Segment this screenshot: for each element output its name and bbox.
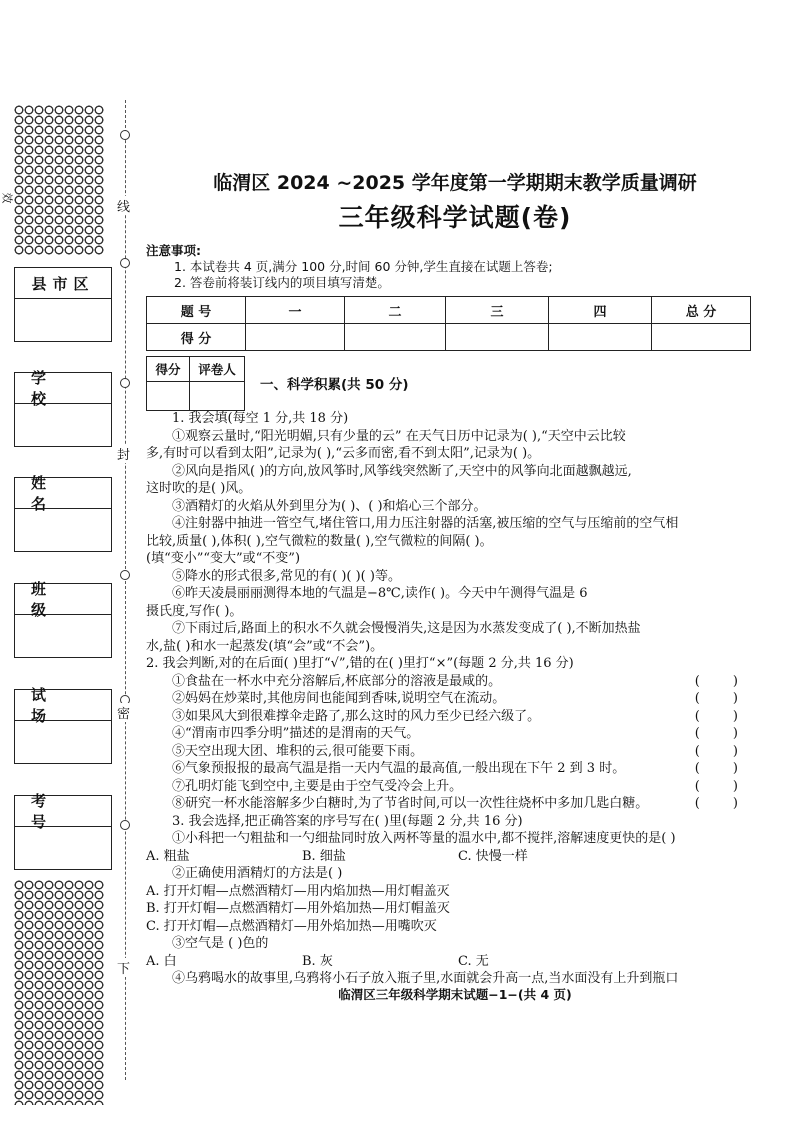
field-input-area[interactable] [15, 299, 111, 341]
q1-line: ⑥昨天凌晨丽丽测得本地的气温是−8℃,读作( )。今天中午测得气温是 6 [172, 586, 588, 601]
field-label: 姓 名 [15, 478, 111, 509]
option[interactable]: C. 快慢一样 [458, 848, 528, 864]
binding-hole [120, 378, 130, 388]
answer-paren[interactable]: ( ) [694, 761, 738, 776]
score-header: 一 [246, 297, 345, 324]
binding-dot-pattern-bottom [14, 880, 104, 1105]
q3-options [146, 953, 738, 971]
binding-hole [120, 570, 130, 580]
binding-char-under: 下 [117, 958, 130, 977]
q3-stem: ③空气是 ( )色的 [172, 936, 269, 951]
option[interactable]: B. 细盐 [302, 848, 346, 864]
field-name [14, 474, 112, 552]
q2-item: ⑦孔明灯能飞到空中,主要是由于空气受冷会上升。 ( ) [172, 778, 738, 794]
q2-item: ③如果风大到很难撑伞走路了,那么这时的风力至少已经六级了。 ( ) [172, 708, 738, 724]
option[interactable]: A. 粗盐 [146, 848, 190, 864]
q2-item: ⑧研究一杯水能溶解多少白糖时,为了节省时间,可以一次性往烧杯中多加几匙白糖。 ( ) [172, 796, 738, 811]
score-cell[interactable] [246, 324, 345, 351]
q1-line: ①观察云量时,“阳光明媚,只有少量的云” 在天气日历中记录为( ),“天空中云比较 [172, 428, 626, 444]
q3-stem: ②正确使用酒精灯的方法是( ) [172, 866, 343, 881]
score-header: 三 [446, 297, 549, 324]
q1-line: ⑦下雨过后,路面上的积水不久就会慢慢消失,这是因为水蒸发变成了( ),不断加热盐 [172, 621, 641, 636]
option[interactable]: C. 无 [458, 953, 489, 969]
field-label: 班 级 [15, 584, 111, 615]
field-exam-number [14, 792, 112, 870]
option[interactable]: A. 打开灯帽—点燃酒精灯—用内焰加热—用灯帽盖灭 [146, 883, 450, 899]
question-body [146, 410, 738, 988]
q1-line: ②风向是指风( )的方向,放风筝时,风筝线突然断了,天空中的风筝向北面越飘越远, [172, 463, 632, 479]
field-school [14, 369, 112, 447]
field-class [14, 580, 112, 658]
field-label: 学 校 [15, 373, 111, 404]
option[interactable]: B. 灰 [302, 953, 333, 969]
q2-item: ⑥气象预报报的最高气温是指一天内气温的最高值,一般出现在下午 2 到 3 时。 ( ) [172, 761, 738, 776]
field-input-area[interactable] [15, 721, 111, 763]
q1-line: 摄氏度,写作( )。 [146, 603, 243, 619]
answer-paren[interactable]: ( ) [694, 708, 738, 724]
q1-line: 这时吹的是( )风。 [146, 481, 252, 496]
binding-top-char: 效 [0, 192, 14, 204]
q2-head: 2. 我会判断,对的在后面( )里打“√”,错的在( )里打“×”(每题 2 分,共 16 分) [146, 656, 574, 671]
q1-line: 水,盐( )和水一起蒸发(填“会”或“不会”)。 [146, 638, 384, 654]
grader-table [146, 356, 245, 411]
q1-head: 1. 我会填(每空 1 分,共 18 分) [172, 411, 349, 426]
answer-paren[interactable]: ( ) [694, 691, 738, 706]
binding-char-line: 线 [117, 196, 130, 215]
field-input-area[interactable] [15, 827, 111, 869]
grader-header: 得分 [147, 357, 190, 382]
notice-item: 1. 本试卷共 4 页,满分 100 分,时间 60 分钟,学生直接在试题上答卷; [174, 259, 553, 274]
binding-dot-pattern-top [14, 105, 104, 255]
q1-line: 比较,质量( ),体积( ),空气微粒的数量( ),空气微粒的间隔( )。 [146, 533, 493, 549]
q1-line: ③酒精灯的火焰从外到里分为( )、( )和焰心三个部分。 [172, 498, 487, 514]
option[interactable]: A. 白 [146, 953, 177, 969]
score-cell[interactable] [652, 324, 751, 351]
page-footer: 临渭区三年级科学期末试题−1−(共 4 页) [338, 987, 572, 1002]
exam-subtitle: 三年级科学试题(卷) [338, 203, 572, 232]
answer-paren[interactable]: ( ) [694, 778, 738, 794]
q1-line: ④注射器中抽进一管空气,堵住管口,用力压注射器的活塞,被压缩的空气与压缩前的空气相 [172, 516, 679, 531]
score-row-label: 得 分 [147, 324, 246, 351]
q3-head: 3. 我会选择,把正确答案的序号写在( )里(每题 2 分,共 16 分) [172, 813, 523, 829]
option[interactable]: B. 打开灯帽—点燃酒精灯—用外焰加热—用灯帽盖灭 [146, 901, 450, 916]
grader-header: 评卷人 [190, 357, 245, 382]
notice [146, 243, 553, 291]
notice-item: 2. 答卷前将装订线内的项目填写清楚。 [174, 275, 390, 290]
grader-cell[interactable] [147, 382, 190, 411]
q2-item: ⑤天空出现大团、堆积的云,很可能要下雨。 ( ) [172, 743, 738, 759]
binding-hole [120, 258, 130, 268]
score-header: 题 号 [147, 297, 246, 324]
score-cell[interactable] [345, 324, 446, 351]
binding-hole [120, 820, 130, 830]
notice-heading: 注意事项: [146, 243, 201, 258]
binding-line [125, 100, 126, 1080]
binding-hole [120, 130, 130, 140]
q2-item: ①食盐在一杯水中充分溶解后,杯底部分的溶液是最咸的。 ( ) [172, 673, 738, 689]
answer-paren[interactable]: ( ) [694, 743, 738, 759]
q3-stem: ①小科把一勺粗盐和一勺细盐同时放入两杯等量的温水中,都不搅拌,溶解速度更快的是( ) [172, 831, 676, 846]
score-cell[interactable] [446, 324, 549, 351]
grader-cell[interactable] [190, 382, 245, 411]
field-county [14, 267, 112, 342]
field-label: 考 号 [15, 796, 111, 827]
field-input-area[interactable] [15, 404, 111, 446]
field-label: 县市区 [15, 268, 111, 299]
score-header: 总 分 [652, 297, 751, 324]
score-table [146, 296, 751, 351]
option[interactable]: C. 打开灯帽—点燃酒精灯—用外焰加热—用嘴吹灭 [146, 918, 437, 934]
answer-paren[interactable]: ( ) [694, 796, 738, 811]
q3-options [146, 848, 738, 866]
binding-char-secret: 密 [117, 703, 130, 722]
answer-paren[interactable]: ( ) [694, 673, 738, 689]
q1-line: (填“变小”“变大”或“不变”) [146, 551, 301, 566]
q1-line: ⑤降水的形式很多,常见的有( )( )( )等。 [172, 568, 401, 584]
score-header: 四 [549, 297, 652, 324]
q3-stem: ④乌鸦喝水的故事里,乌鸦将小石子放入瓶子里,水面就会升高一点,当水面没有上升到瓶口 [172, 971, 679, 986]
q2-item: ④“渭南市四季分明”描述的是渭南的天气。 ( ) [172, 726, 738, 741]
score-header: 二 [345, 297, 446, 324]
section-title: 一、科学积累(共 50 分) [260, 377, 409, 393]
answer-paren[interactable]: ( ) [694, 726, 738, 741]
field-room [14, 686, 112, 764]
field-input-area[interactable] [15, 615, 111, 657]
field-input-area[interactable] [15, 509, 111, 551]
binding-char-seal: 封 [117, 444, 130, 463]
field-label: 试 场 [15, 690, 111, 721]
score-cell[interactable] [549, 324, 652, 351]
q1-line: 多,有时可以看到太阳”,记录为( ),“云多而密,看不到太阳”,记录为( )。 [146, 446, 541, 461]
exam-title: 临渭区 2024 ~2025 学年度第一学期期末教学质量调研 [213, 172, 697, 194]
q2-item: ②妈妈在炒菜时,其他房间也能闻到香味,说明空气在流动。 ( ) [172, 691, 738, 706]
